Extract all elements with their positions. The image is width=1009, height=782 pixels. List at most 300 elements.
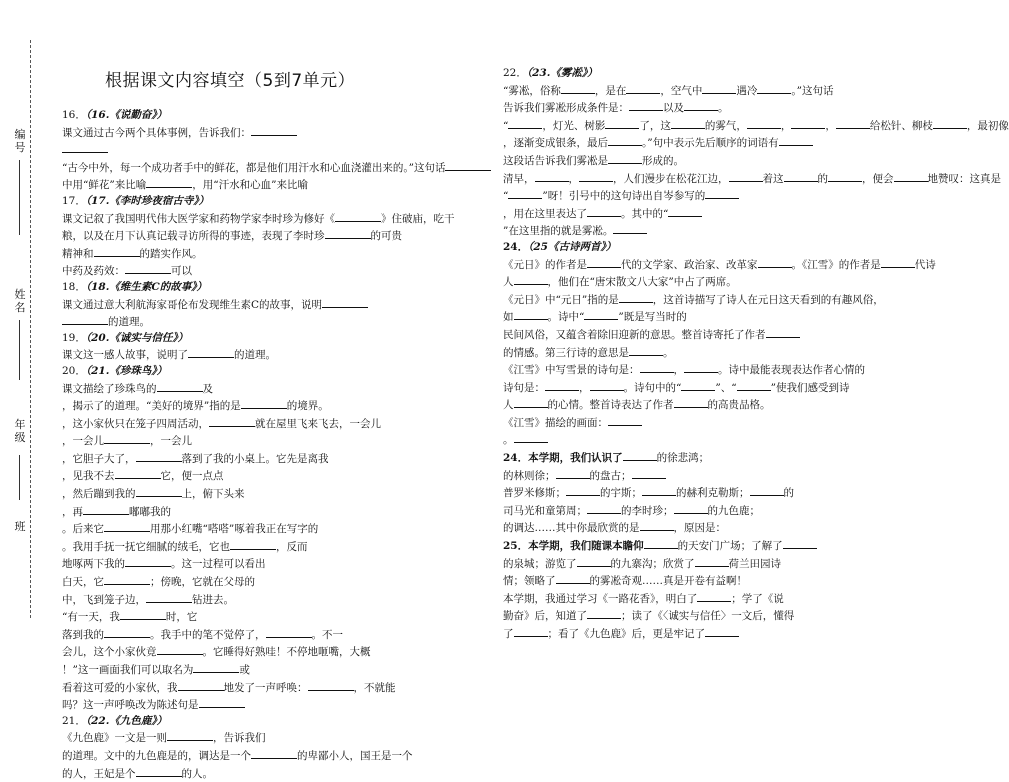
line-text: ”使我们感受到诗 [770, 381, 850, 394]
right-line [503, 379, 893, 397]
line-text: 的人。 [181, 767, 213, 780]
answer-blank[interactable] [94, 245, 140, 257]
answer-blank[interactable] [167, 729, 213, 741]
answer-blank[interactable] [556, 467, 590, 479]
line-text: 。不一 [311, 628, 343, 641]
line-text: 《九色鹿》一文是一则 [62, 732, 167, 745]
answer-blank[interactable] [640, 519, 674, 531]
line-text: 。 [718, 102, 729, 115]
answer-blank[interactable] [681, 379, 715, 391]
left-line [62, 520, 467, 538]
left-line [62, 380, 467, 398]
left-line [62, 296, 467, 314]
page-title: 根据课文内容填空（5到7单元） [105, 71, 356, 91]
answer-blank[interactable] [684, 99, 718, 111]
right-line [503, 308, 893, 326]
class-label: 班 [14, 520, 26, 533]
line-text: ，揭示了的道理。“美好的境界”指的是 [62, 400, 241, 413]
answer-blank[interactable] [230, 538, 276, 550]
line-text: 的 [817, 172, 828, 185]
line-text: ，见我不去 [62, 470, 115, 483]
line-text: 人 [503, 276, 514, 289]
line-text: 告诉我们雾凇形成条件是： [503, 102, 629, 115]
answer-blank[interactable] [584, 308, 618, 320]
line-text: 地发了一声呼唤： [223, 681, 308, 694]
right-line [503, 222, 893, 240]
line-text: 的高贵品格。 [707, 399, 771, 412]
line-text: 的可贵 [370, 230, 402, 243]
right-line [503, 82, 893, 100]
line-text: 》住破庙，吃干 [381, 212, 455, 225]
answer-blank[interactable] [514, 625, 548, 637]
answer-blank[interactable] [587, 607, 621, 619]
line-text: 18． [62, 280, 86, 293]
answer-blank[interactable] [695, 555, 729, 567]
line-text: ”呀！引号中的这句诗出自岑参写的 [542, 190, 706, 203]
answer-blank[interactable] [757, 82, 791, 94]
answer-blank[interactable] [125, 555, 171, 567]
left-line [62, 661, 467, 679]
answer-blank[interactable] [668, 205, 702, 217]
answer-blank[interactable] [674, 502, 708, 514]
line-text: 了 [503, 628, 514, 640]
line-text: 就在屋里飞来飞去，一会儿 [255, 417, 381, 430]
line-text: ，一会儿 [62, 435, 104, 448]
left-line [62, 485, 467, 503]
left-line [62, 608, 467, 626]
line-text: 如 [503, 311, 514, 324]
answer-blank[interactable] [241, 397, 287, 409]
answer-blank[interactable] [619, 291, 653, 303]
answer-blank[interactable] [729, 170, 763, 182]
answer-blank[interactable] [642, 484, 676, 496]
line-text: ，反而 [276, 540, 308, 553]
answer-blank[interactable] [783, 537, 817, 549]
answer-blank[interactable] [62, 141, 108, 153]
left-line [62, 538, 467, 556]
left-line [62, 467, 467, 485]
section-heading: （18.《维生素C的故事》） [85, 280, 207, 293]
right-line [503, 256, 936, 274]
line-text: ，不就能 [353, 681, 396, 694]
line-text: 的雾凇奇观……真是开卷有益啊！ [589, 575, 747, 588]
answer-blank[interactable] [566, 484, 600, 496]
line-text: 中用“鲜花”来比喻 [62, 179, 147, 192]
line-text: 。我手中的笔不觉停了， [150, 628, 266, 641]
answer-blank[interactable] [674, 396, 708, 408]
left-line [62, 176, 467, 194]
line-text: 《江雪》描绘的画面： [503, 416, 608, 429]
answer-blank[interactable] [705, 625, 739, 637]
answer-blank[interactable] [508, 187, 542, 199]
line-text: 钻进去。 [192, 593, 234, 606]
answer-blank[interactable] [188, 346, 234, 358]
answer-blank[interactable] [702, 82, 736, 94]
answer-blank[interactable] [136, 450, 182, 462]
name-blank[interactable] [19, 320, 20, 380]
answer-blank[interactable] [747, 117, 781, 129]
answer-blank[interactable] [157, 643, 203, 655]
left-line [62, 364, 467, 380]
section-heading: （17.《李时珍夜宿古寺》） [85, 194, 210, 207]
line-text: 或 [239, 664, 250, 676]
line-text: 的情感。第三行诗的意思是 [503, 346, 629, 359]
line-text: ，这首诗描写了诗人在元日这天看到的有趣风俗， [652, 293, 884, 306]
answer-blank[interactable] [640, 361, 674, 373]
right-line [503, 117, 1009, 135]
line-text: 19． [62, 331, 86, 344]
line-text: 。后来它 [62, 523, 104, 536]
answer-blank[interactable] [587, 502, 621, 514]
answer-blank[interactable] [514, 273, 548, 285]
line-text: 。这一过程可以看出 [171, 558, 266, 571]
line-text: 吗？这一声呼唤改为陈述句是 [62, 699, 199, 712]
left-line [62, 415, 467, 433]
line-text: 勤奋》后，知道了 [503, 610, 587, 623]
line-text: ，便会 [862, 172, 894, 185]
line-text: 。诗中最能表现表达作者心情的 [718, 364, 865, 377]
left-line [62, 729, 467, 747]
answer-blank[interactable] [146, 591, 192, 603]
line-text: 21． [62, 714, 86, 727]
line-text: 荷兰田园诗 [728, 557, 781, 570]
answer-blank[interactable] [881, 256, 915, 268]
line-text: 会儿，这个小家伙竟 [62, 646, 157, 659]
answer-blank[interactable] [750, 484, 784, 496]
line-text: 的道理。 [234, 349, 276, 362]
answer-blank[interactable] [62, 313, 108, 325]
right-line [503, 431, 893, 449]
line-text: 的心情。整首诗表达了作者 [547, 399, 674, 412]
left-line [62, 397, 467, 415]
answer-blank[interactable] [629, 99, 663, 111]
answer-blank[interactable] [766, 326, 800, 338]
line-text: 的宇斯； [600, 487, 642, 500]
answer-blank[interactable] [104, 626, 150, 638]
answer-blank[interactable] [251, 124, 297, 136]
left-line [62, 573, 467, 591]
right-line [503, 607, 893, 625]
right-line [503, 66, 893, 82]
answer-blank[interactable] [556, 572, 590, 584]
left-line [62, 124, 467, 142]
line-text: ；看了《九色鹿》后，更是牢记了 [547, 628, 705, 640]
answer-blank[interactable] [136, 765, 182, 777]
line-text: 司马光和童第周； [503, 504, 587, 517]
line-text: 人 [503, 399, 514, 412]
answer-blank[interactable] [178, 679, 224, 691]
left-line [62, 141, 467, 159]
answer-blank[interactable] [758, 256, 792, 268]
line-text: 的人，王妃是个 [62, 767, 136, 780]
line-text: 22． [503, 67, 527, 79]
answer-blank[interactable] [120, 608, 166, 620]
line-text: 课文描绘了珍珠鸟的 [62, 382, 157, 395]
right-line [503, 484, 893, 502]
line-text: 。《江雪》的作者是 [791, 258, 881, 271]
line-text: “ [503, 119, 509, 132]
line-text: 的天安门广场；了解了 [677, 540, 783, 553]
line-text: ，这小家伙只在笼子四周活动， [62, 417, 209, 430]
line-text: ；读了《〈诚实与信任〉一文后，懂得 [621, 610, 795, 623]
line-text: 落到了我的小桌上。它先是离我 [181, 452, 329, 465]
answer-blank[interactable] [737, 379, 771, 391]
line-text: 粮，以及在月下认真记载寻访所得的事迹，表现了李时珍 [62, 230, 325, 243]
line-text: 清早， [503, 172, 535, 185]
answer-blank[interactable] [644, 537, 678, 549]
line-text: ，空气中 [660, 84, 703, 97]
left-line [62, 194, 467, 210]
line-text: 课文这一感人故事，说明了 [62, 349, 188, 362]
line-text: 的境界。 [286, 400, 329, 413]
line-text: 16． [62, 109, 86, 121]
line-text: “雾凇，俗称 [503, 84, 561, 97]
right-line [503, 326, 893, 344]
section-heading: （16.《说勤奋》） [85, 109, 168, 121]
right-line [503, 502, 893, 520]
line-text: ，再 [62, 505, 83, 518]
answer-blank[interactable] [632, 467, 666, 479]
line-text: 17． [62, 194, 86, 207]
line-text: 。诗中“ [547, 311, 585, 324]
line-text: 给松针、柳枝 [869, 119, 933, 132]
right-line [503, 291, 893, 309]
left-line [62, 714, 467, 730]
answer-blank[interactable] [605, 117, 639, 129]
line-text: 以及 [663, 102, 684, 115]
line-text: 代的文学家、政治家、改革家 [621, 258, 758, 271]
answer-blank[interactable] [587, 205, 621, 217]
left-line [62, 313, 467, 331]
line-text: ，人们漫步在松花江边， [613, 172, 729, 185]
answer-blank[interactable] [779, 134, 813, 146]
answer-blank[interactable] [629, 344, 663, 356]
line-text: ， [579, 381, 590, 394]
line-text: 情；领略了 [503, 575, 556, 588]
section-heading: （23.《雾凇》） [526, 67, 598, 79]
answer-blank[interactable] [335, 210, 381, 222]
line-text: ，逐渐变成银条，最后 [503, 137, 608, 150]
right-line [503, 572, 893, 590]
answer-blank[interactable] [508, 117, 542, 129]
left-line [62, 108, 467, 124]
line-text: 。 [503, 434, 514, 447]
answer-blank[interactable] [308, 679, 354, 691]
answer-blank[interactable] [579, 170, 613, 182]
right-line [503, 519, 893, 537]
line-text: 的 [783, 487, 794, 500]
line-text: 民间风俗，又蕴含着除旧迎新的意思。整首诗寄托了作者 [503, 328, 766, 341]
left-line [62, 555, 467, 573]
answer-blank[interactable] [146, 176, 192, 188]
line-text: 课文通过意大利航海家哥伦布发现维生素C的故事，说明 [62, 298, 323, 311]
left-line [62, 331, 467, 347]
line-text: 《元日》中“元日”指的是 [503, 293, 619, 306]
line-text: 代诗 [914, 258, 936, 271]
line-text: 中，飞到笼子边， [62, 593, 146, 606]
right-line [503, 273, 893, 291]
line-text: 嘟嘟我的 [129, 505, 171, 518]
line-text: 精神和 [62, 247, 94, 260]
answer-blank[interactable] [836, 117, 870, 129]
line-text: ；学了《说 [731, 592, 784, 605]
line-text: 。我用手抚一抚它细腻的绒毛，它也 [62, 540, 230, 553]
answer-blank[interactable] [514, 308, 548, 320]
left-line [62, 346, 467, 364]
answer-blank[interactable] [608, 152, 642, 164]
right-line [503, 170, 1001, 188]
answer-blank[interactable] [199, 696, 245, 708]
answer-blank[interactable] [784, 170, 818, 182]
answer-blank[interactable] [209, 415, 255, 427]
answer-blank[interactable] [83, 503, 129, 515]
right-line [503, 449, 893, 467]
left-line [62, 696, 467, 714]
right-line [503, 205, 893, 223]
answer-blank[interactable] [514, 431, 548, 443]
line-text: 24． [503, 240, 529, 253]
answer-blank[interactable] [613, 222, 647, 234]
line-text: 的踏实作风。 [139, 247, 203, 260]
line-text: “ [503, 190, 509, 203]
left-line [62, 679, 467, 697]
right-line [503, 99, 893, 117]
line-text: ”在这里指的就是雾凇。 [503, 225, 614, 238]
answer-blank[interactable] [325, 227, 371, 239]
line-text: ， [568, 172, 579, 185]
line-text: 课文记叙了我国明代伟大医学家和药物学家李时珍为修好《 [62, 212, 335, 225]
line-text: 25．本学期，我们随课本瞻仰 [503, 540, 644, 553]
section-heading: （20.《诚实与信任》） [85, 331, 189, 344]
left-line [62, 450, 467, 468]
right-line [503, 187, 893, 205]
answer-blank[interactable] [671, 117, 705, 129]
right-line [503, 396, 893, 414]
line-text: 地啄两下我的 [62, 558, 125, 571]
left-line [62, 591, 467, 609]
line-text: 了，这 [639, 119, 671, 132]
line-text: 。”这句话 [791, 84, 834, 97]
left-line [62, 432, 467, 450]
line-text: 的道理。 [108, 316, 150, 329]
answer-blank[interactable] [828, 170, 862, 182]
right-column [503, 66, 1009, 643]
line-text: 的道理。文中的九色鹿是的，调达是一个 [62, 749, 251, 762]
right-line [503, 537, 893, 555]
line-text: ， [825, 119, 836, 132]
answer-blank[interactable] [445, 159, 491, 171]
line-text: ，它胆子大了， [62, 452, 136, 465]
answer-blank[interactable] [545, 379, 579, 391]
right-line [503, 555, 893, 573]
binding-margin [0, 0, 58, 658]
answer-blank[interactable] [608, 134, 642, 146]
line-text: ，用在这里表达了 [503, 207, 587, 220]
answer-blank[interactable] [104, 520, 150, 532]
answer-blank[interactable] [577, 555, 611, 567]
line-text: “有一天，我 [62, 611, 120, 624]
line-text: ”既是写当时的 [618, 311, 687, 324]
left-line [62, 626, 467, 644]
answer-blank[interactable] [608, 414, 642, 426]
answer-blank[interactable] [684, 361, 718, 373]
left-line [62, 643, 467, 661]
line-text: ，原因是： [673, 522, 726, 535]
answer-blank[interactable] [136, 485, 182, 497]
answer-blank[interactable] [251, 747, 297, 759]
answer-blank[interactable] [791, 117, 825, 129]
answer-blank[interactable] [514, 396, 548, 408]
line-text: 地赞叹：这真是 [927, 172, 1001, 185]
number-blank[interactable] [19, 160, 20, 235]
line-text: 《元日》的作者是 [503, 258, 587, 271]
left-line [62, 262, 467, 280]
answer-blank[interactable] [561, 82, 595, 94]
line-text: 的雾气， [704, 119, 747, 132]
answer-blank[interactable] [590, 379, 624, 391]
answer-blank[interactable] [157, 380, 203, 392]
answer-blank[interactable] [266, 626, 312, 638]
line-text: 课文通过古今两个具体事例，告诉我们： [62, 126, 251, 139]
section-heading: （22.《九色鹿》） [85, 714, 168, 727]
answer-blank[interactable] [587, 256, 621, 268]
line-text: 。”句中表示先后顺序的词语有 [642, 137, 779, 150]
line-text: 中药及药效： [62, 265, 125, 278]
line-text: 普罗米修斯； [503, 487, 566, 500]
left-line [62, 747, 467, 765]
left-line [62, 227, 467, 245]
line-text: 的林则徐； [503, 469, 556, 482]
line-text: ， [673, 364, 684, 377]
line-text: 。 [663, 346, 674, 359]
answer-blank[interactable] [697, 590, 731, 602]
answer-blank[interactable] [193, 661, 239, 673]
answer-blank[interactable] [125, 262, 171, 274]
answer-blank[interactable] [115, 467, 161, 479]
answer-blank[interactable] [104, 432, 150, 444]
answer-blank[interactable] [626, 82, 660, 94]
answer-blank[interactable] [535, 170, 569, 182]
right-line [503, 590, 893, 608]
number-label: 编号 [14, 128, 26, 154]
answer-blank[interactable] [104, 573, 150, 585]
line-text: 的调达……其中你最欣赏的是 [503, 522, 640, 535]
right-line [503, 344, 893, 362]
grade-label: 年级 [14, 418, 26, 444]
right-line [503, 467, 893, 485]
grade-blank[interactable] [19, 455, 20, 500]
line-text: 。其中的“ [621, 207, 669, 220]
line-text: 20． [62, 364, 86, 377]
line-text: 白天，它 [62, 576, 104, 589]
line-text: 形成的。 [642, 154, 684, 167]
answer-blank[interactable] [894, 170, 928, 182]
answer-blank[interactable] [705, 187, 739, 199]
line-text: 它，便一点点 [160, 470, 224, 483]
line-text: 用那小红嘴“嗒嗒”啄着我正在写字的 [150, 523, 319, 536]
answer-blank[interactable] [322, 296, 368, 308]
answer-blank[interactable] [623, 449, 657, 461]
left-line [62, 280, 467, 296]
line-text: 诗句是： [503, 381, 545, 394]
line-text: 的泉城；游览了 [503, 557, 577, 570]
left-line [62, 245, 467, 263]
right-line [503, 240, 893, 256]
line-text: ！”这一画面我们可以取名为 [62, 664, 194, 676]
answer-blank[interactable] [933, 117, 967, 129]
left-line [62, 503, 467, 521]
line-text: ，是在 [594, 84, 627, 97]
